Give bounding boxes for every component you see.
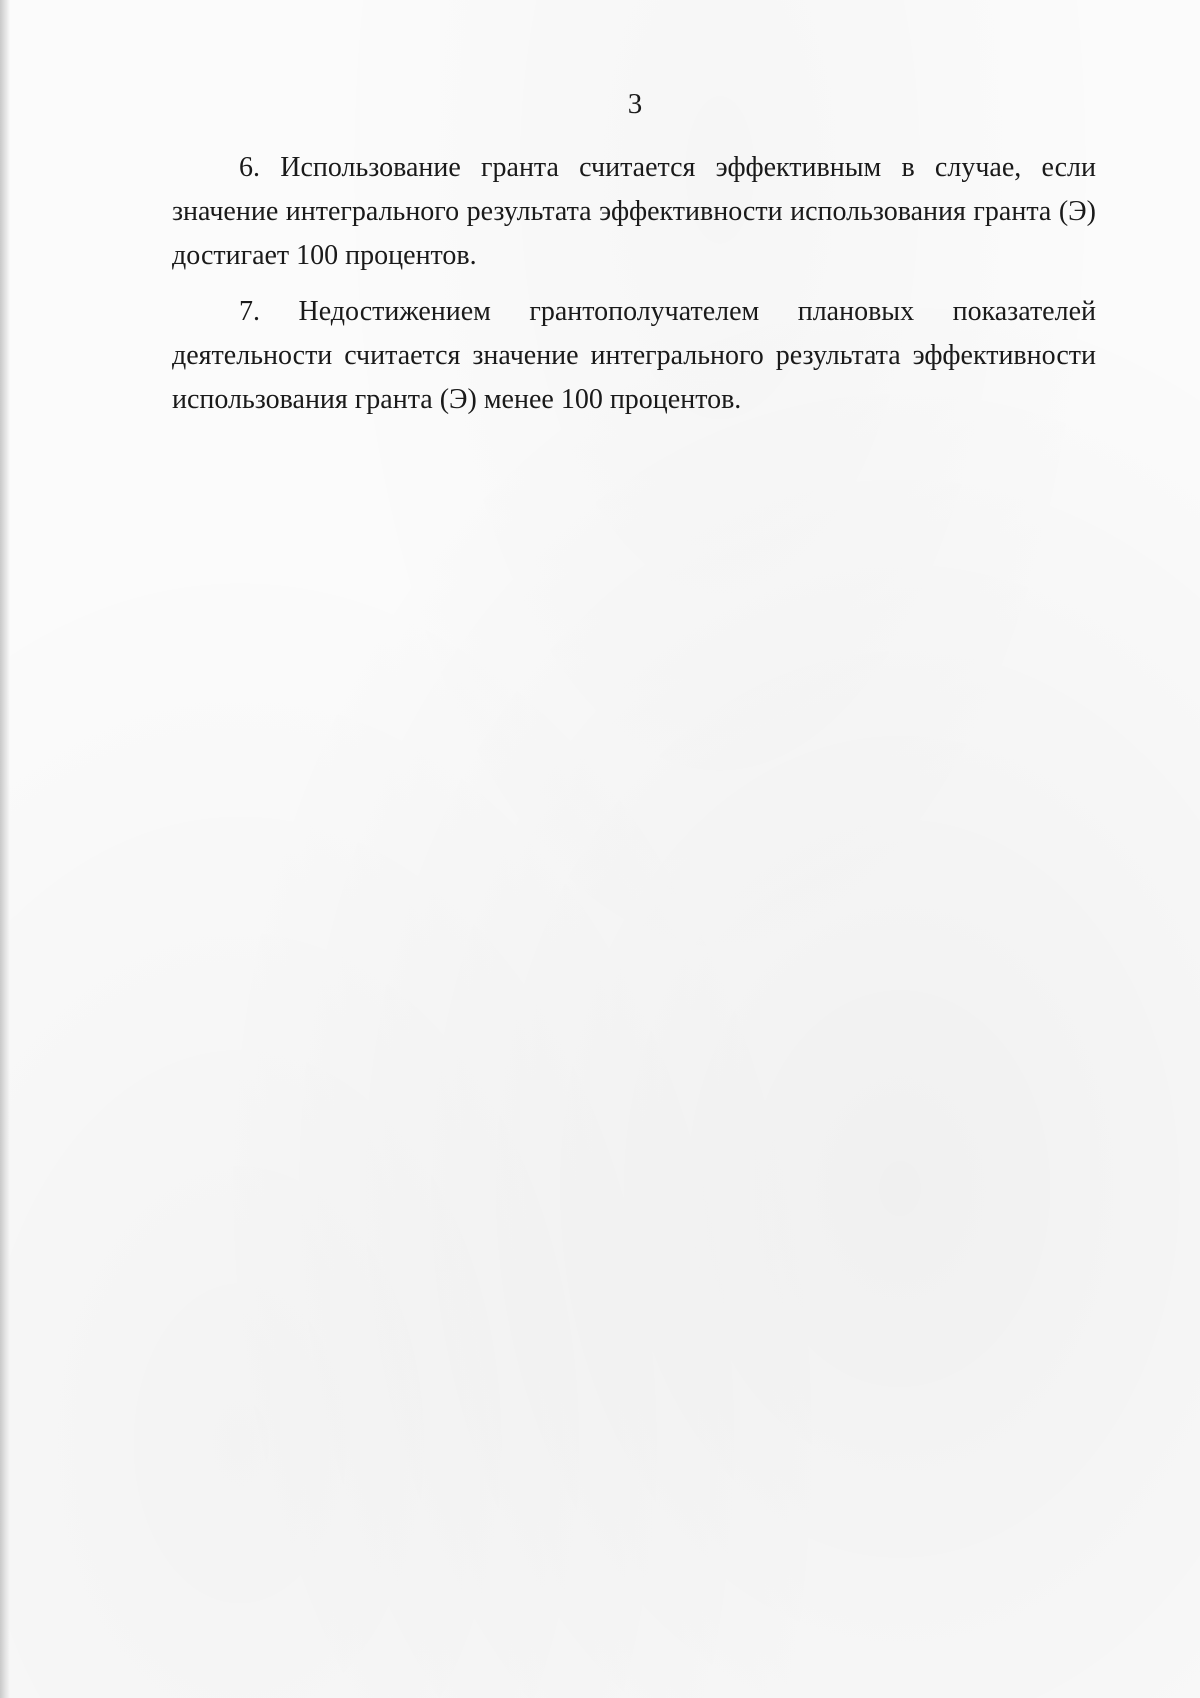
page-number: 3 [627,88,643,120]
paragraph-6: 6. Использование гранта считается эффективным в случае, если значение интегрального результата эффективности использования гранта (Э) достигает 100 процентов. [172,152,1096,271]
paragraph-7: 7. Недостижением грантополучателем плановых показателей деятельности считается значение интегрального результата эффективности использования гранта (Э) менее 100 процентов. [172,296,1096,415]
document-body [172,146,1096,434]
scan-edge-shadow [0,0,10,1698]
